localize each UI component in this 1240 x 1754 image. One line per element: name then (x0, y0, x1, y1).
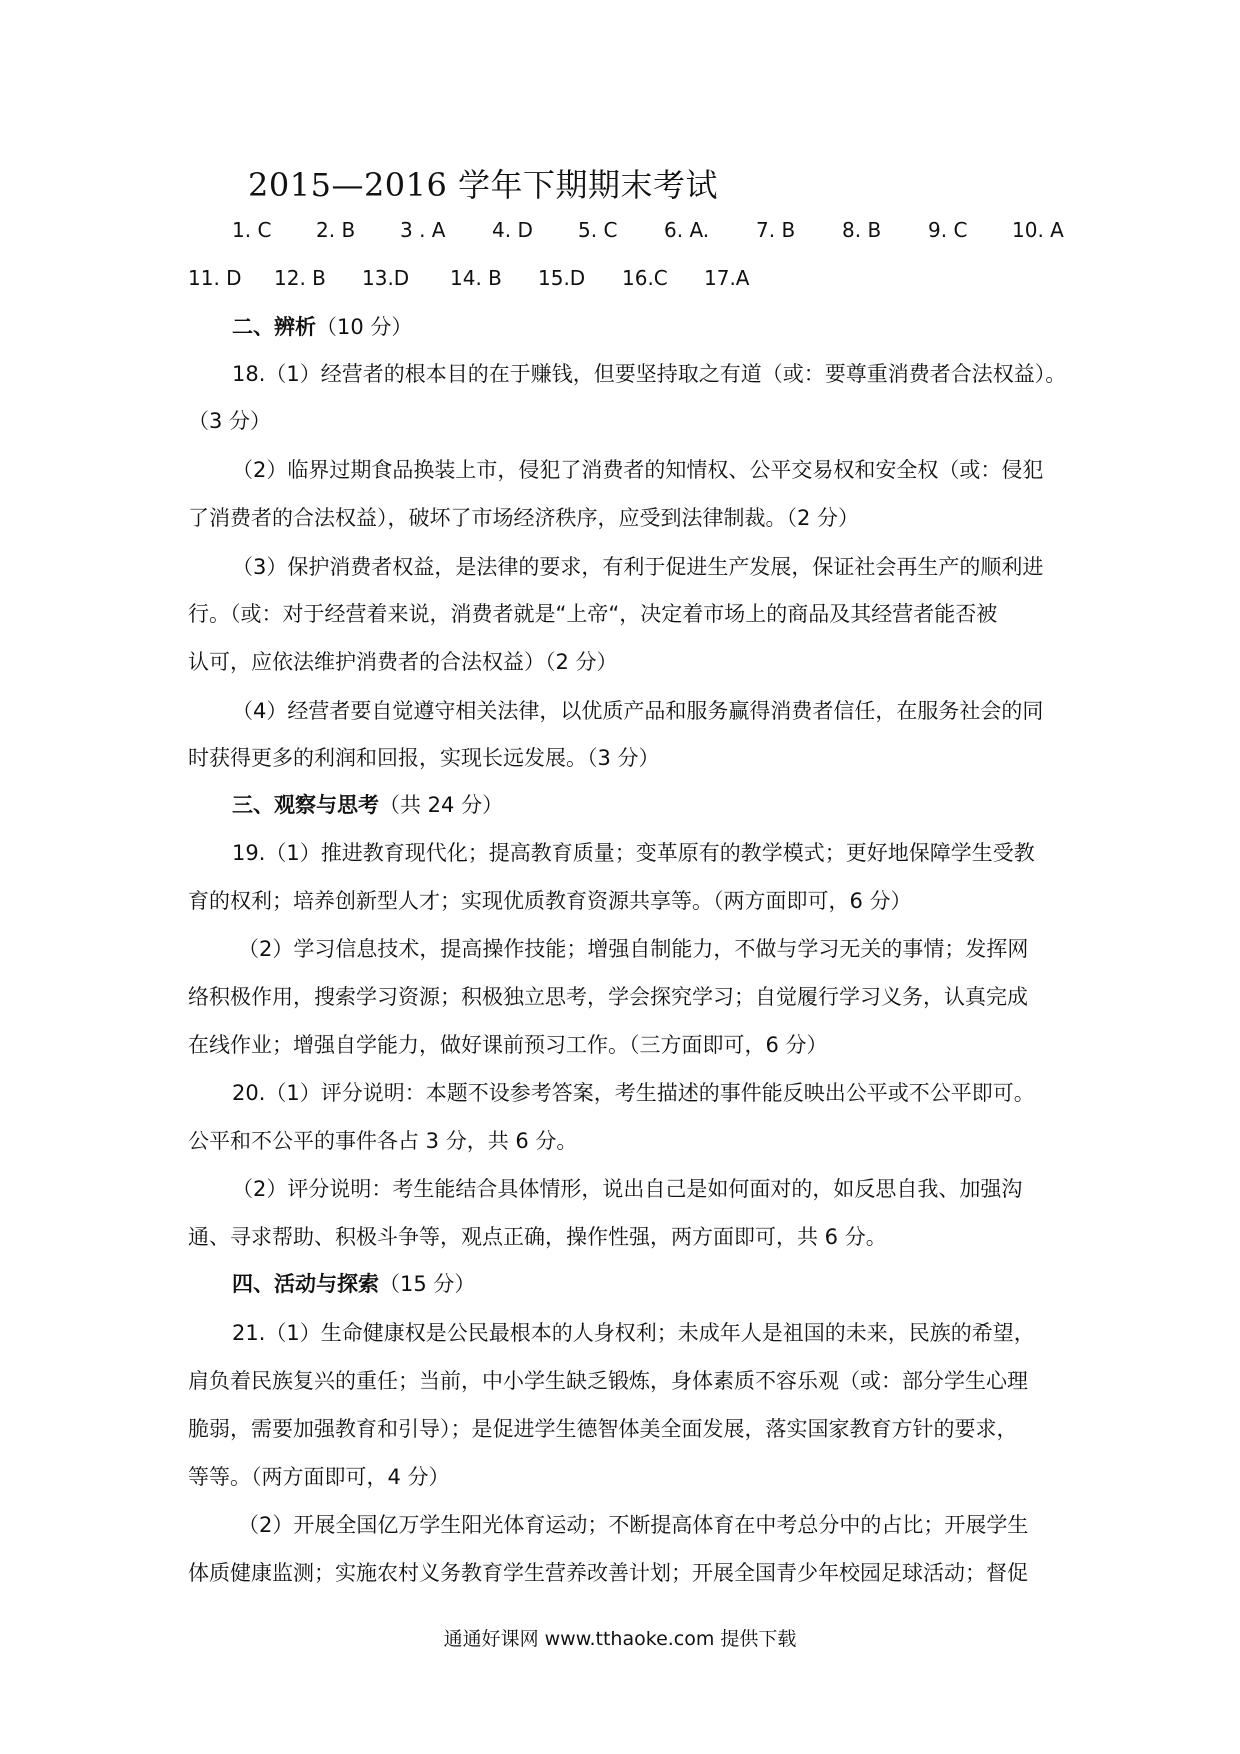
answer-item: 14. B (450, 266, 502, 290)
answer-item: 5. C (578, 218, 618, 242)
answer-line: （4）经营者要自觉遵守相关法律，以优质产品和服务赢得消费者信任，在服务社会的同 (232, 699, 1044, 723)
answer-line: 20.（1）评分说明：本题不设参考答案，考生描述的事件能反映出公平或不公平即可。 (232, 1081, 1035, 1105)
answer-line: （2）评分说明：考生能结合具体情形，说出自己是如何面对的，如反思自我、加强沟 (232, 1177, 1023, 1201)
answer-line: 育的权利；培养创新型人才；实现优质教育资源共享等。（两方面即可，6 分） (188, 889, 912, 913)
section-heading (232, 1268, 475, 1298)
section-points: （10 分） (316, 315, 413, 339)
answer-line: 肩负着民族复兴的重任；当前，中小学生缺乏锻炼，身体素质不容乐观（或：部分学生心理 (188, 1369, 1028, 1393)
answer-line: （3 分） (188, 409, 272, 433)
answer-line: 时获得更多的利润和回报，实现长远发展。（3 分） (188, 746, 660, 770)
section-title: 三、观察与思考 (232, 793, 379, 817)
answer-item: 6. A. (664, 218, 710, 242)
answer-item: 12. B (274, 266, 326, 290)
answer-line: （2）临界过期食品换装上市，侵犯了消费者的知情权、公平交易权和安全权（或：侵犯 (232, 458, 1044, 482)
answer-line: 络积极作用，搜索学习资源；积极独立思考，学会探究学习；自觉履行学习义务，认真完成 (188, 985, 1028, 1009)
section-heading (232, 311, 412, 341)
page-footer: 通通好课网 www.tthaoke.com 提供下载 (443, 1628, 797, 1650)
answer-item: 2. B (316, 218, 356, 242)
answer-item: 8. B (842, 218, 882, 242)
answer-line: 21.（1）生命健康权是公民最根本的人身权利；未成年人是祖国的未来，民族的希望， (232, 1321, 1035, 1345)
answer-line: 公平和不公平的事件各占 3 分，共 6 分。 (188, 1129, 578, 1153)
answer-line: 认可，应依法维护消费者的合法权益）（2 分） (188, 650, 618, 674)
section-title: 二、辨析 (232, 315, 316, 339)
answer-row-2 (0, 266, 1240, 296)
answer-item: 11. D (188, 266, 242, 290)
answer-item: 17.A (704, 266, 750, 290)
answer-line: （2）开展全国亿万学生阳光体育运动；不断提高体育在中考总分中的占比；开展学生 (238, 1513, 1029, 1537)
section-title: 四、活动与探索 (232, 1272, 379, 1296)
answer-line: 了消费者的合法权益），破坏了市场经济秩序，应受到法律制裁。（2 分） (188, 506, 860, 530)
answer-item: 3 . A (400, 218, 446, 242)
answer-item: 15.D (538, 266, 586, 290)
section-points: （15 分） (379, 1272, 476, 1296)
answer-item: 4. D (492, 218, 533, 242)
section-heading (232, 789, 503, 819)
answer-line: 脆弱，需要加强教育和引导）；是促进学生德智体美全面发展，落实国家教育方针的要求， (188, 1417, 1018, 1441)
answer-line: 等等。（两方面即可，4 分） (188, 1465, 450, 1489)
answer-line: 18.（1）经营者的根本目的在于赚钱，但要坚持取之有道（或：要尊重消费者合法权益）。 (232, 362, 1067, 386)
answer-row-1 (0, 218, 1240, 248)
section-points: （共 24 分） (379, 793, 504, 817)
answer-line: 19.（1）推进教育现代化；提高教育质量；变革原有的教学模式；更好地保障学生受教 (232, 841, 1035, 865)
answer-item: 7. B (756, 218, 796, 242)
answer-item: 1. C (232, 218, 272, 242)
answer-line: 在线作业；增强自学能力，做好课前预习工作。（三方面即可，6 分） (188, 1033, 828, 1057)
answer-item: 10. A (1012, 218, 1064, 242)
answer-line: （2）学习信息技术，提高操作技能；增强自制能力，不做与学习无关的事情；发挥网 (238, 937, 1029, 961)
answer-item: 13.D (362, 266, 410, 290)
page-title: 2015—2016 学年下期期末考试 (248, 166, 719, 204)
answer-line: 通、寻求帮助、积极斗争等，观点正确，操作性强，两方面即可，共 6 分。 (188, 1225, 887, 1249)
answer-item: 9. C (928, 218, 968, 242)
answer-line: 体质健康监测；实施农村义务教育学生营养改善计划；开展全国青少年校园足球活动；督促 (188, 1561, 1028, 1585)
answer-item: 16.C (622, 266, 668, 290)
answer-line: 行。（或：对于经营着来说，消费者就是“上帝“，决定着市场上的商品及其经营者能否被 (188, 602, 998, 626)
answer-line: （3）保护消费者权益，是法律的要求，有利于促进生产发展，保证社会再生产的顺利进 (232, 555, 1044, 579)
